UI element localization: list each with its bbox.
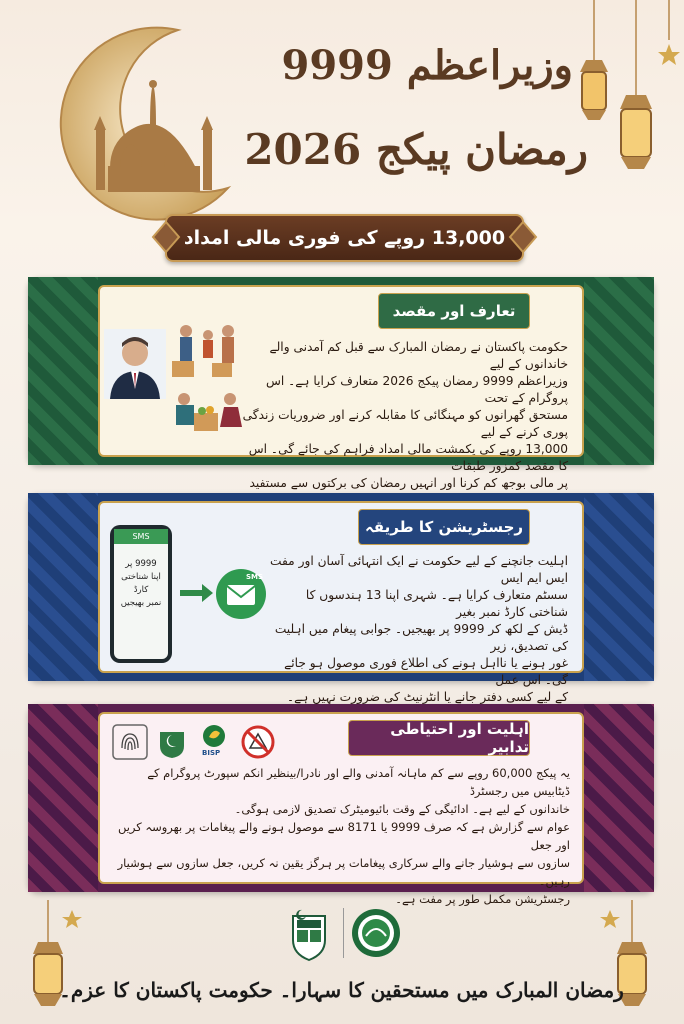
fingerprint-icon	[112, 724, 148, 760]
pakistan-emblem-logo	[285, 906, 333, 962]
bisp-logo	[196, 724, 232, 760]
amount-ribbon	[165, 214, 524, 262]
phone-message-line: نمبر بھیجیں	[120, 598, 162, 608]
eligibility-line: سازوں سے ہوشیار جانے والے سرکاری پیغامات پر ہرگز یقین نہ کریں، جعل سازوں سے ہوشیار رہیں۔	[117, 856, 570, 888]
registration-line: کے لیے کسی دفتر جانے یا انٹرنیٹ کی ضرورت نہیں ہے۔	[287, 690, 568, 704]
section-heading-eligibility: اہلیت اور احتیاطی تدابیر	[348, 720, 530, 756]
decorative-frame-right	[584, 704, 654, 892]
eligibility-line: رجسٹریشن مکمل طور پر مفت ہے۔	[395, 892, 570, 906]
eligibility-body	[108, 764, 570, 908]
footer-tagline: رمضان المبارک میں مستحقین کا سہارا۔ حکومت پاکستان کا عزم۔	[59, 978, 624, 1002]
intro-body	[238, 339, 568, 509]
punjab-government-logo	[350, 906, 402, 960]
registration-line: اہلیت جانچنے کے لیے حکومت نے ایک انتہائی آسان اور مفت ایس ایم ایس	[270, 554, 568, 585]
page-title-line2: رمضان پیکج 2026	[244, 125, 588, 174]
decorative-frame-left	[28, 493, 98, 681]
eligibility-section	[28, 704, 654, 906]
intro-section	[28, 277, 654, 490]
decorative-frame-right	[584, 277, 654, 465]
ornament-icon	[151, 220, 181, 254]
envelope-icon	[226, 584, 256, 606]
intro-line: 13,000 روپے کی یکمشت مالی امداد فراہم کی جائے گی۔ اس کا مقصد کمزور طبقات	[248, 442, 568, 473]
section-heading-intro: تعارف اور مقصد	[378, 293, 530, 329]
arrow-right-icon	[180, 583, 214, 603]
logo-divider	[343, 908, 344, 958]
no-fraud-warning-icon	[240, 724, 276, 760]
phone-sms-header: SMS	[114, 529, 168, 544]
decorative-frame-left	[28, 277, 98, 465]
crescent-mosque-illustration	[28, 18, 238, 223]
page-title-line1: وزیراعظم 9999	[281, 42, 573, 89]
ornament-icon	[508, 220, 538, 254]
eligibility-line: عوام سے گزارش ہے کہ صرف 9999 یا 8171 سے موصول ہونے والے پیغامات پر بھروسہ کریں اور جعل	[117, 820, 570, 852]
intro-line: وزیراعظم 9999 رمضان پیکج 2026 متعارف کرایا ہے۔ اس پروگرام کے تحت	[265, 374, 568, 405]
phone-message-line: 9999 پر	[125, 559, 157, 569]
decorative-frame-left	[28, 704, 98, 892]
bisp-leaf-icon	[202, 724, 226, 748]
bisp-label: BISP	[202, 749, 221, 757]
registration-line: غور ہونے یا نااہل ہونے کی اطلاع فوری موصول ہو جائے گی۔ اس عمل	[284, 656, 568, 687]
eligibility-line: خاندانوں کے لیے ہے۔ ادائیگی کے وقت بائیومیٹرک تصدیق لازمی ہوگی۔	[234, 802, 570, 816]
section-heading-registration: رجسٹریشن کا طریقہ	[358, 509, 530, 545]
prime-minister-portrait	[104, 329, 166, 399]
phone-message-line: اپنا شناختی کارڈ	[121, 572, 161, 595]
hanging-lanterns-decoration	[574, 0, 684, 190]
envelope-sms-label: SMS	[246, 573, 264, 581]
amount-ribbon-text: 13,000 روپے کی فوری مالی امداد	[183, 227, 506, 249]
sms-envelope-icon	[216, 569, 266, 619]
registration-line: سسٹم متعارف کرایا ہے۔ شہری اپنا 13 ہندسوں کا شناختی کارڈ نمبر بغیر	[305, 588, 568, 619]
phone-illustration	[110, 525, 172, 663]
intro-line: پر مالی بوجھ کم کرنا اور انہیں رمضان کی برکتوں سے مستفید	[249, 476, 568, 490]
government-emblem-icon	[154, 724, 190, 760]
registration-section	[28, 493, 654, 704]
intro-line: مستحق گھرانوں کو مہنگائی کا مقابلہ کرنے اور ضروریات زندگی پوری کرنے کے لیے	[242, 408, 568, 439]
registration-body	[268, 553, 568, 706]
eligibility-line: یہ پیکج 60,000 روپے سے کم ماہانہ آمدنی والے اور نادرا/بینظیر انکم سپورٹ پروگرام کے ڈیٹابیس میں رجسٹرڈ	[147, 766, 570, 798]
decorative-frame-right	[584, 493, 654, 681]
registration-line: ڈیش کے لکھ کر 9999 پر بھیجیں۔ جوابی پیغام میں اہلیت کی تصدیق، زیر	[274, 622, 568, 653]
intro-line: حکومت پاکستان نے رمضان المبارک سے قبل کم آمدنی والے خاندانوں کے لیے	[269, 340, 568, 371]
